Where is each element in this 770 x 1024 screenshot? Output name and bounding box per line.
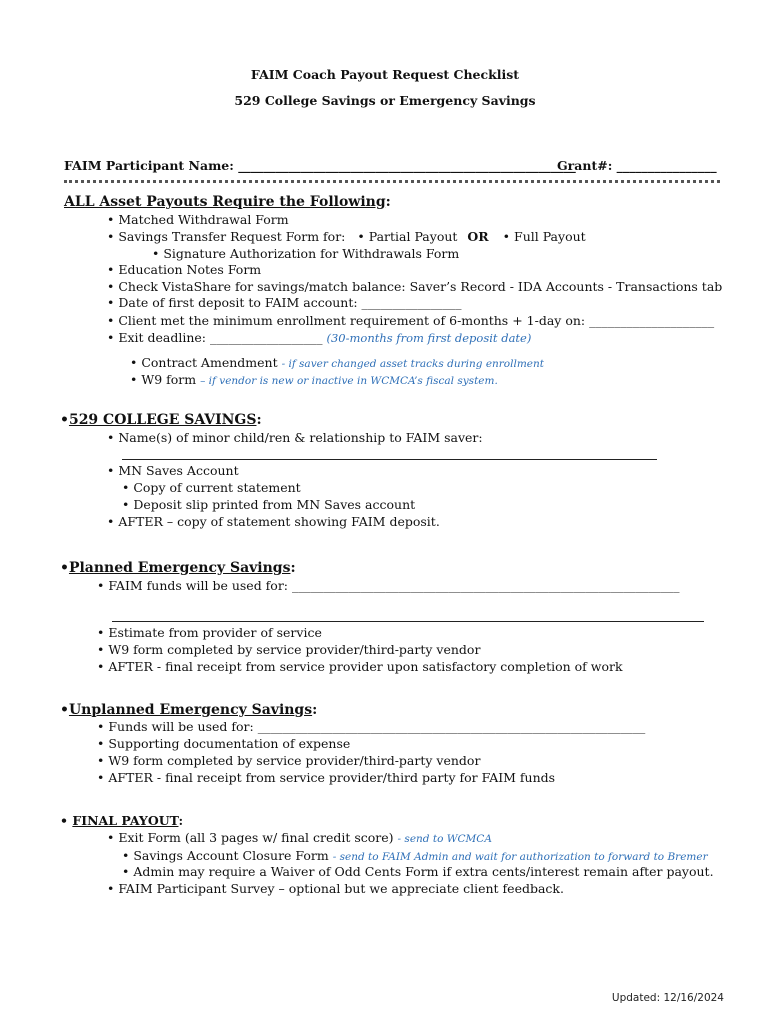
list-item: • W9 form completed by service provider/third-party vendor [97,753,481,768]
list-item: • Funds will be used for: ______________________________________________________________ [97,719,646,734]
unplanned-heading-text: Unplanned Emergency Savings [68,702,313,718]
w9-label: • W9 form [130,372,197,387]
college-heading-text: 529 COLLEGE SAVINGS [68,412,257,428]
final-heading-bullet: • [60,813,68,828]
planned-heading-colon: : [290,560,296,576]
list-item: • Supporting documentation of expense [97,736,351,751]
all-assets-heading-colon: : [385,194,391,210]
list-item: • Check VistaShare for savings/match balance: Saver’s Record - IDA Accounts - Transactions tab [107,279,723,294]
closure-form-note: - send to FAIM Admin and wait for authorization to forward to Bremer [332,851,708,863]
savings-transfer-label: • Savings Transfer Request Form for: [107,229,346,244]
list-item [130,372,498,389]
list-item: • Copy of current statement [122,480,301,495]
list-item: • AFTER - final receipt from service provider upon satisfactory completion of work [97,659,623,674]
list-item: • Estimate from provider of service [97,625,322,640]
unplanned-heading [60,702,317,718]
list-item: • AFTER - final receipt from service provider/third party for FAIM funds [97,770,556,785]
planned-heading [60,560,296,576]
participant-name-field: FAIM Participant Name: ______________________________________________________ [64,158,576,173]
dotted-divider [64,180,720,183]
grant-number-field: Grant#: ________________ [557,158,717,173]
exit-form-note: - send to WCMCA [397,833,492,845]
blank-write-line [122,459,657,460]
unplanned-heading-colon: : [312,702,318,718]
document-title: FAIM Coach Payout Request Checklist [250,67,520,82]
college-heading-colon: : [256,412,262,428]
blank-write-line [112,621,704,622]
college-heading-bullet: • [60,412,69,428]
list-item: • Matched Withdrawal Form [107,212,289,227]
all-assets-heading [64,194,391,210]
exit-form-label: • Exit Form (all 3 pages w/ final credit score) [107,830,394,845]
or-label: OR [467,229,489,244]
list-item: • AFTER – copy of statement showing FAIM deposit. [107,514,440,529]
list-item [107,229,586,245]
list-item: • Deposit slip printed from MN Saves account [122,497,416,512]
final-heading-text: FINAL PAYOUT [72,813,179,828]
exit-deadline-note: (30-months from first deposit date) [326,331,532,345]
list-item [107,830,492,847]
all-assets-heading-text: ALL Asset Payouts Require the Following [64,194,386,210]
planned-heading-bullet: • [60,560,69,576]
final-payout-heading [60,813,183,829]
w9-note: – if vendor is new or inactive in WCMCA’s fiscal system. [200,375,498,387]
list-item [122,848,708,865]
list-item: • Date of first deposit to FAIM account: ________________ [107,295,462,310]
list-item: • Education Notes Form [107,262,262,277]
list-item: • Client met the minimum enrollment requirement of 6-months + 1-day on: ____________________ [107,313,715,328]
list-item: • Name(s) of minor child/ren & relationship to FAIM saver: [107,430,483,445]
updated-date: Updated: 12/16/2024 [611,992,724,1004]
partial-payout-option: • Partial Payout [357,229,458,244]
document-subtitle: 529 College Savings or Emergency Savings [234,93,536,108]
closure-form-label: • Savings Account Closure Form [122,848,329,863]
college-heading [60,412,262,428]
contract-amendment-note: - if saver changed asset tracks during enrollment [281,358,545,370]
list-item: • Admin may require a Waiver of Odd Cents Form if extra cents/interest remain after payout. [122,864,714,879]
unplanned-heading-bullet: • [60,702,69,718]
contract-amendment-label: • Contract Amendment [130,355,278,370]
list-item [130,355,544,372]
planned-heading-text: Planned Emergency Savings [68,560,291,576]
list-item: • FAIM funds will be used for: ______________________________________________________________ [97,578,680,593]
list-item: • W9 form completed by service provider/third-party vendor [97,642,481,657]
list-item: • FAIM Participant Survey – optional but we appreciate client feedback. [107,881,564,896]
list-item: • Signature Authorization for Withdrawals Form [152,246,460,261]
exit-deadline-label: • Exit deadline: __________________ [107,330,323,345]
list-item [107,330,531,346]
list-item: • MN Saves Account [107,463,239,478]
full-payout-option: • Full Payout [502,229,586,244]
final-heading-colon: : [178,813,184,828]
